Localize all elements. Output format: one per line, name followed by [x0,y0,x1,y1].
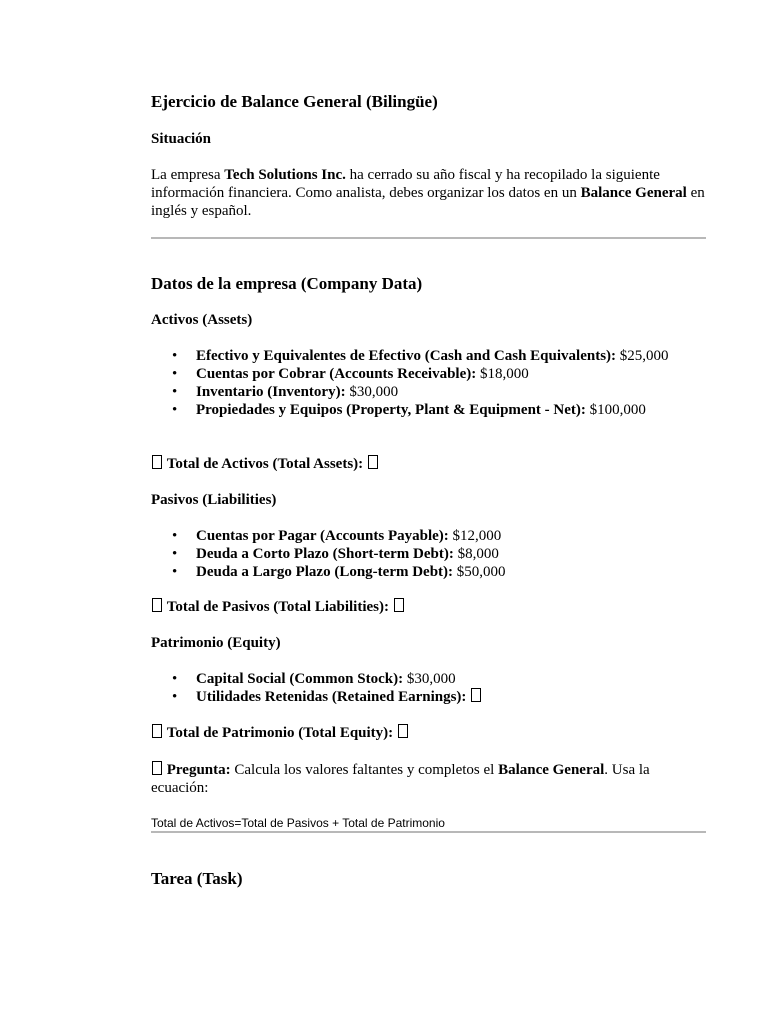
question-text-2: . Usa la ecuación: [151,762,650,796]
company-name: Tech Solutions Inc. [224,167,346,183]
asset-label: Inventario (Inventory): [196,384,346,400]
liability-value: $50,000 [456,564,506,580]
total-equity-label: Total de Patrimonio (Total Equity): [166,725,394,741]
total-assets [151,455,379,473]
horizontal-rule [151,831,706,833]
asset-label: Cuentas por Cobrar (Accounts Receivable): [196,366,477,382]
missing-glyph-icon [394,598,404,612]
list-item [151,401,706,419]
list-item [151,383,706,401]
missing-glyph-icon [368,455,378,469]
situation-text-3: en inglés y español. [151,185,705,219]
bullet-icon: • [172,546,178,562]
asset-value: $30,000 [349,384,399,400]
equity-list [151,670,706,706]
asset-value: $100,000 [589,402,646,418]
bullet-icon: • [172,671,178,687]
list-item [151,365,706,383]
horizontal-rule [151,237,706,239]
asset-label: Propiedades y Equipos (Property, Plant & Equipment - Net): [196,402,586,418]
total-equity [151,724,409,742]
bullet-icon: • [172,528,178,544]
missing-glyph-icon [152,598,162,612]
liability-value: $8,000 [457,546,499,562]
liability-label: Cuentas por Pagar (Accounts Payable): [196,528,449,544]
asset-value: $18,000 [480,366,529,382]
bullet-icon: • [172,348,178,364]
bullet-icon: • [172,366,178,382]
bullet-icon: • [172,564,178,580]
company-data-heading: Datos de la empresa (Company Data) [151,274,423,293]
list-item [151,527,706,545]
assets-heading: Activos (Assets) [151,312,253,328]
missing-glyph-icon [471,688,481,702]
situation-text-1: La empresa [151,167,225,183]
bullet-icon: • [172,402,178,418]
liability-label: Deuda a Corto Plazo (Short-term Debt): [196,546,454,562]
situation-paragraph [151,166,706,220]
list-item [151,563,706,581]
task-heading: Tarea (Task) [151,869,243,888]
situation-heading: Situación [151,131,212,147]
balance-general-term: Balance General [498,762,605,778]
liabilities-heading: Pasivos (Liabilities) [151,492,277,508]
balance-general-term: Balance General [580,185,687,201]
assets-list [151,347,706,419]
situation-text-2: ha cerrado su año fiscal y ha recopilado la siguiente información financiera. Como analista, debes organizar los datos en un [151,167,660,201]
list-item [151,545,706,563]
equity-heading: Patrimonio (Equity) [151,635,281,651]
question-text-1: Calcula los valores faltantes y completos el [230,762,499,778]
balance-equation: Total de Activos=Total de Pasivos + Total de Patrimonio [151,816,445,830]
equity-label: Capital Social (Common Stock): [196,671,404,687]
bullet-icon: • [172,689,178,705]
liability-label: Deuda a Largo Plazo (Long-term Debt): [196,564,454,580]
total-liabilities [151,598,405,616]
asset-label: Efectivo y Equivalentes de Efectivo (Cash and Cash Equivalents): [196,348,617,364]
list-item [151,688,706,706]
missing-glyph-icon [152,724,162,738]
list-item [151,347,706,365]
total-assets-label: Total de Activos (Total Assets): [166,456,364,472]
missing-glyph-icon [398,724,408,738]
equity-label: Utilidades Retenidas (Retained Earnings): [196,689,467,705]
equity-value: $30,000 [406,671,456,687]
liability-value: $12,000 [452,528,502,544]
total-liabilities-label: Total de Pasivos (Total Liabilities): [166,599,389,615]
question-paragraph [151,761,706,797]
bullet-icon: • [172,384,178,400]
asset-value: $25,000 [619,348,669,364]
list-item [151,670,706,688]
missing-glyph-icon [152,455,162,469]
liabilities-list [151,527,706,581]
page-title: Ejercicio de Balance General (Bilingüe) [151,92,438,111]
question-label: Pregunta: [166,762,231,778]
missing-glyph-icon [152,761,162,775]
